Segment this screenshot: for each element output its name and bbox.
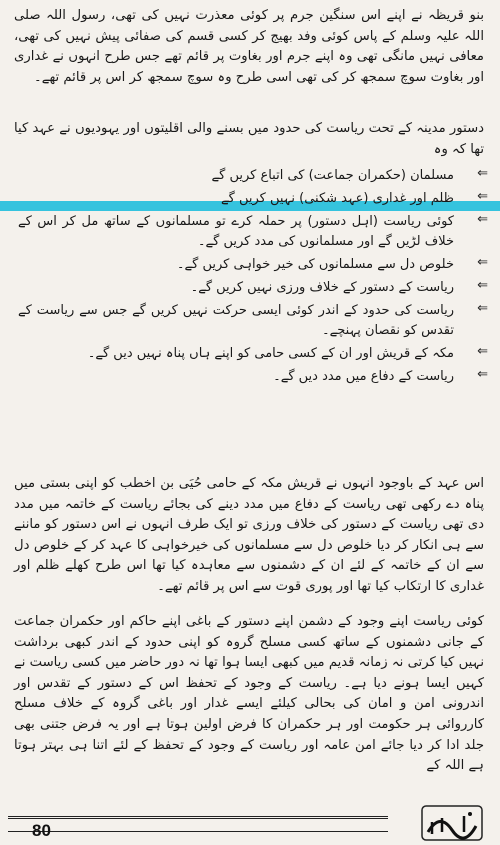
list-item <box>18 278 488 298</box>
list-item <box>18 301 488 341</box>
list-item-text: مکہ کے قریش اور ان کے کسی حامی کو اپنے ہاں پناہ نہیں دیں گے۔ <box>87 346 454 361</box>
list-item <box>18 166 488 186</box>
list-item-text: کوئی ریاست (اہل دستور) پر حملہ کرے تو مسلمانوں کے ساتھ مل کر اس کے خلاف لڑیں گے اور مسلمانوں کی مدد کریں گے۔ <box>18 214 454 249</box>
arrow-icon: ⇐ <box>477 344 488 359</box>
arrow-icon: ⇐ <box>477 301 488 316</box>
publication-logo <box>420 802 484 842</box>
list-item-text: ریاست کے دستور کے خلاف ورزی نہیں کریں گے۔ <box>190 280 454 295</box>
list-item <box>18 189 488 209</box>
paragraph-4: کوئی ریاست اپنے وجود کے دشمن اپنے دستور کے باغی اپنے حاکم اور حکمران جماعت کے جانی دشمنوں کے ساتھ کسی مسلح گروہ کو اپنی حدود کے اندر کبھی برداشت نہیں کیا کرتی نہ زمانہ قدیم میں کبھی ایسا ہوا تھا نہ دور حاضر میں کسی ریاست نے کہیں ایسا ہونے دیا ہے۔ ریاست کے وجود کے تحفظ اس کے دستور کے تقدس اور اندرونی امن و امان کی بحالی کیلئے ایسے غدار اور باغی گروہ کے خلاف مسلح کارروائی ہر حکومت اور ہر حکمران کا فرض اولین ہوتا ہے اور یہ فرض جتنی بھی جلد ادا کر دیا جائے امن عامہ اور ریاست کے وجود کے تحفظ کے لئے اتنا ہی بہتر ہوتا ہے اللہ کے <box>14 614 484 774</box>
list-item <box>18 344 488 364</box>
paragraph-2: دستور مدینہ کے تحت ریاست کی حدود میں بسنے والی اقلیتوں اور یہودیوں نے عہد کیا تھا کہ وہ <box>14 121 484 157</box>
list-item-text: ظلم اور غداری (عہد شکنی) نہیں کریں گے <box>221 191 454 206</box>
list-item-text: ریاست کی حدود کے اندر کوئی ایسی حرکت نہیں کریں گے جس سے ریاست کے تقدس کو نقصان پہنچے۔ <box>18 303 454 338</box>
list-item-text: خلوص دل سے مسلمانوں کی خیر خواہی کریں گے۔ <box>176 257 454 272</box>
arrow-icon: ⇐ <box>477 166 488 181</box>
paragraph-1: بنو قریظہ نے اپنے اس سنگین جرم پر کوئی معذرت نہیں کی تھی، رسول اللہ صلی اللہ علیہ وسلم کے پاس کوئی وفد بھیج کر کسی قسم کی صفائی پیش نہیں کی تھی، معافی نہیں مانگی تھی وہ اپنے جرم اور بغاوت پر قائم تھے جس طرح انہوں نے غداری اور بغاوت سوچ سمجھ کر کی تھی اسی طرح وہ سوچ سمجھ کر اس پر قائم تھے۔ <box>14 8 484 85</box>
list-item <box>18 367 488 387</box>
arrow-icon: ⇐ <box>477 278 488 293</box>
footer-rule <box>8 816 388 832</box>
page-footer <box>0 792 500 845</box>
list-item-text: مسلمان (حکمران جماعت) کی اتباع کریں گے <box>211 168 454 183</box>
list-item <box>18 212 488 252</box>
bullet-list <box>18 166 488 390</box>
list-item-text: ریاست کے دفاع میں مدد دیں گے۔ <box>273 369 454 384</box>
list-item <box>18 255 488 275</box>
page-number: 80 <box>32 821 51 840</box>
arrow-icon: ⇐ <box>477 212 488 227</box>
arrow-icon: ⇐ <box>477 189 488 204</box>
paragraph-3: اس عہد کے باوجود انہوں نے قریش مکہ کے حامی حُیَی بن اخطب کو اپنی بستی میں پناہ دے رکھی تھی ریاست کے دفاع میں مدد دینے کی بجائے ریاست کے خاتمہ میں مدد دی تھی ریاست کے دستور کی خلاف ورزی تو ایک طرف انہوں نے اس دستور کو ماننے سے ہی انکار کر دیا خلوص دل سے مسلمانوں کی خیرخواہی کا عہد کر کے خلوص دل سے ان کے خاتمہ کے لئے ان کے دشمنوں سے معاہدہ کیا تھا اس طرح کھلے ظلم اور غداری کا ارتکاب کیا تھا اور پوری قوت سے اس پر قائم تھے۔ <box>14 476 484 594</box>
arrow-icon: ⇐ <box>477 255 488 270</box>
arrow-icon: ⇐ <box>477 367 488 382</box>
